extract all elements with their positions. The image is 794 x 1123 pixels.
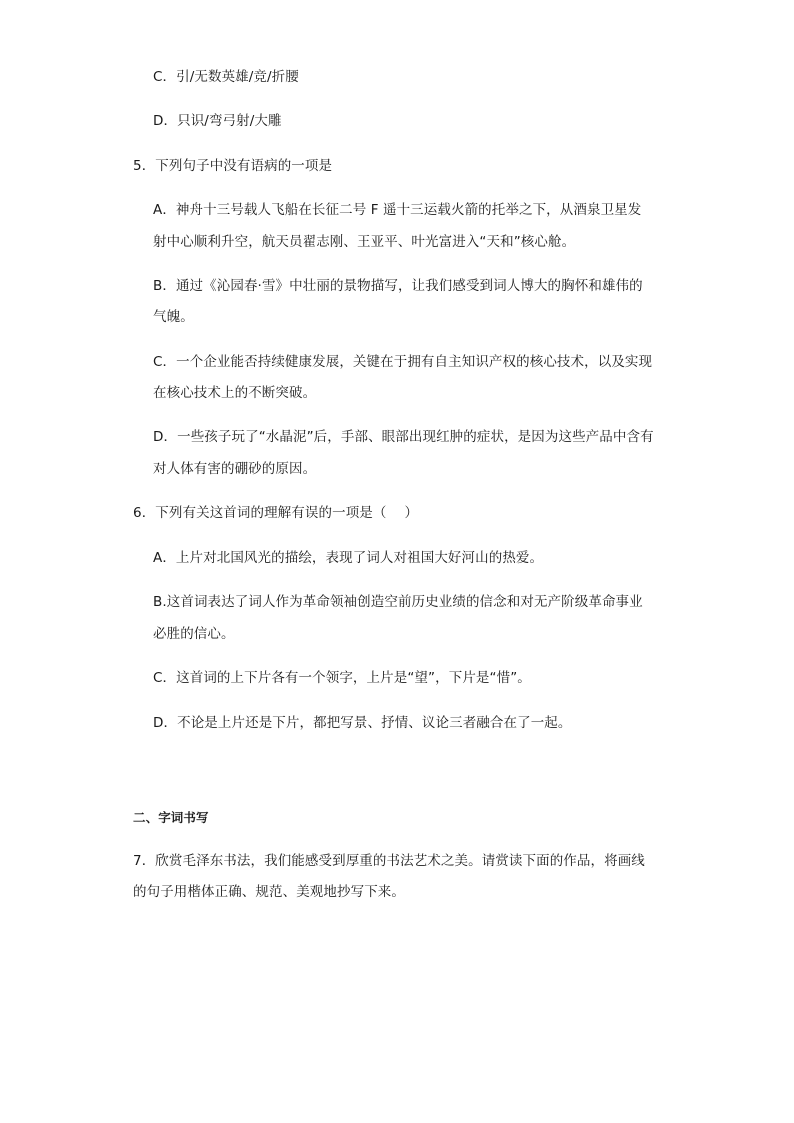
question-5-option-a-line-1: A．神舟十三号载人飞船在长征二号 F 遥十三运载火箭的托举之下，从酒泉卫星发 xyxy=(153,202,642,218)
section-2-heading: 二、字词书写 xyxy=(133,810,209,825)
question-5-option-c-line-2: 在核心技术上的不断突破。 xyxy=(153,385,317,401)
question-6-option-b-line-1: B.这首词表达了词人作为革命领袖创造空前历史业绩的信念和对无产阶级革命事业 xyxy=(153,594,643,610)
question-6-option-b-line-2: 必胜的信心。 xyxy=(153,626,235,642)
question-5-stem: 5．下列句子中没有语病的一项是 xyxy=(133,158,333,174)
question-5-option-b-line-2: 气魄。 xyxy=(153,309,194,325)
question-5-option-c-line-1: C．一个企业能否持续健康发展，关键在于拥有自主知识产权的核心技术，以及实现 xyxy=(153,354,653,370)
question-5-option-b-line-1: B．通过《沁园春·雪》中壮丽的景物描写，让我们感受到词人博大的胸怀和雄伟的 xyxy=(153,278,643,294)
question-6-option-a: A．上片对北国风光的描绘，表现了词人对祖国大好河山的热爱。 xyxy=(153,550,544,566)
question-6-option-c: C．这首词的上下片各有一个领字，上片是“望”，下片是“惜”。 xyxy=(153,670,531,686)
question-7-stem-line-2: 的句子用楷体正确、规范、美观地抄写下来。 xyxy=(133,884,405,900)
question-5-option-d-line-2: 对人体有害的硼砂的原因。 xyxy=(153,461,317,477)
question-5-option-a-line-2: 射中心顺利升空，航天员翟志刚、王亚平、叶光富进入“天和”核心舱。 xyxy=(153,234,576,250)
question-7-stem-line-1: 7．欣赏毛泽东书法，我们能感受到厚重的书法艺术之美。请赏读下面的作品，将画线 xyxy=(133,853,645,869)
prev-question-option-c: C．引/无数英雄/竞/折腰 xyxy=(153,69,299,85)
question-6-option-d: D．不论是上片还是下片，都把写景、抒情、议论三者融合在了一起。 xyxy=(153,715,572,731)
prev-question-option-d: D．只识/弯弓射/大雕 xyxy=(153,113,282,129)
question-5-option-d-line-1: D．一些孩子玩了“水晶泥”后，手部、眼部出现红肿的症状，是因为这些产品中含有 xyxy=(153,429,654,445)
question-6-stem: 6．下列有关这首词的理解有误的一项是（ ） xyxy=(133,505,419,521)
